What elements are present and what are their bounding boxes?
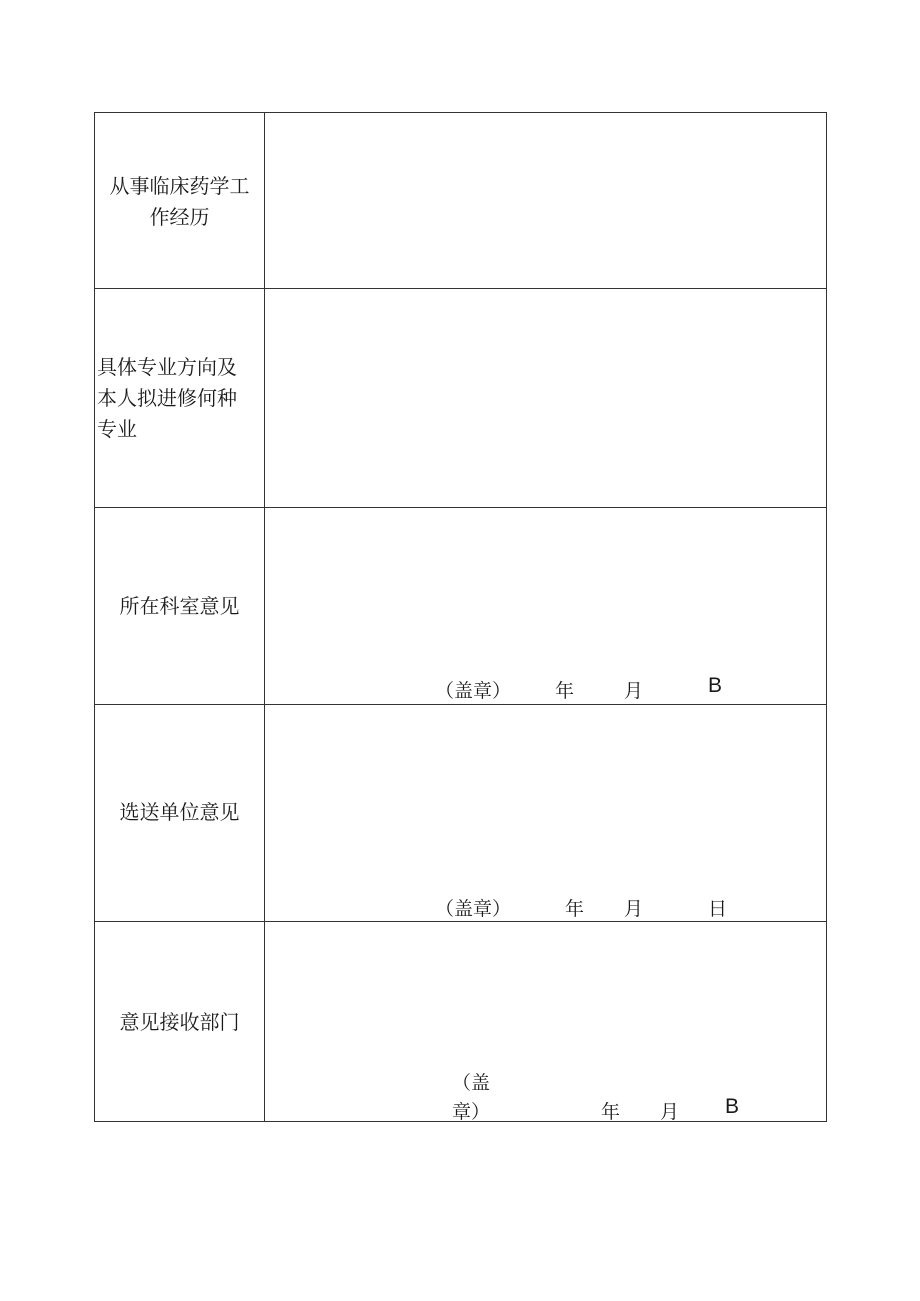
sending-unit-year-label: 年 (565, 898, 585, 920)
department-stamp-label: （盖章） (435, 680, 512, 702)
sending-unit-opinion-label: 选送单位意见 (119, 800, 240, 824)
work-experience-label-cell (95, 113, 265, 288)
sending-unit-month-label: 月 (624, 898, 644, 920)
specialty-direction-field[interactable] (265, 289, 826, 507)
department-day-label: B (708, 674, 723, 697)
department-year-label: 年 (555, 680, 575, 702)
receiving-stamp-label-line1: （盖 (452, 1072, 491, 1094)
work-experience-field[interactable] (265, 113, 826, 288)
receiving-stamp-label-line2: 章） (452, 1101, 491, 1123)
sending-unit-opinion-field[interactable] (265, 705, 826, 921)
sending-unit-stamp-label: （盖章） (435, 898, 512, 920)
specialty-direction-label-cell (95, 289, 265, 507)
receiving-month-label: 月 (660, 1101, 680, 1123)
department-opinion-label-cell (95, 508, 265, 704)
specialty-direction-label: 具体专业方向及 本人拟进修何种 专业 (97, 355, 237, 441)
row-receiving-department (95, 922, 826, 1121)
row-specialty-direction (95, 289, 826, 508)
work-experience-label: 从事临床药学工 作经历 (109, 174, 250, 229)
row-sending-unit-opinion (95, 705, 826, 922)
department-opinion-field[interactable] (265, 508, 826, 704)
receiving-department-field[interactable] (265, 922, 826, 1121)
application-form-table (94, 112, 827, 1122)
sending-unit-day-label: 日 (708, 898, 728, 920)
department-month-label: 月 (624, 680, 644, 702)
receiving-department-label-cell (95, 922, 265, 1121)
row-work-experience (95, 113, 826, 289)
department-opinion-label: 所在科室意见 (119, 594, 240, 618)
receiving-department-label: 意见接收部门 (119, 1010, 240, 1034)
receiving-day-label: B (725, 1095, 740, 1118)
row-department-opinion (95, 508, 826, 705)
receiving-year-label: 年 (601, 1101, 621, 1123)
sending-unit-opinion-label-cell (95, 705, 265, 921)
